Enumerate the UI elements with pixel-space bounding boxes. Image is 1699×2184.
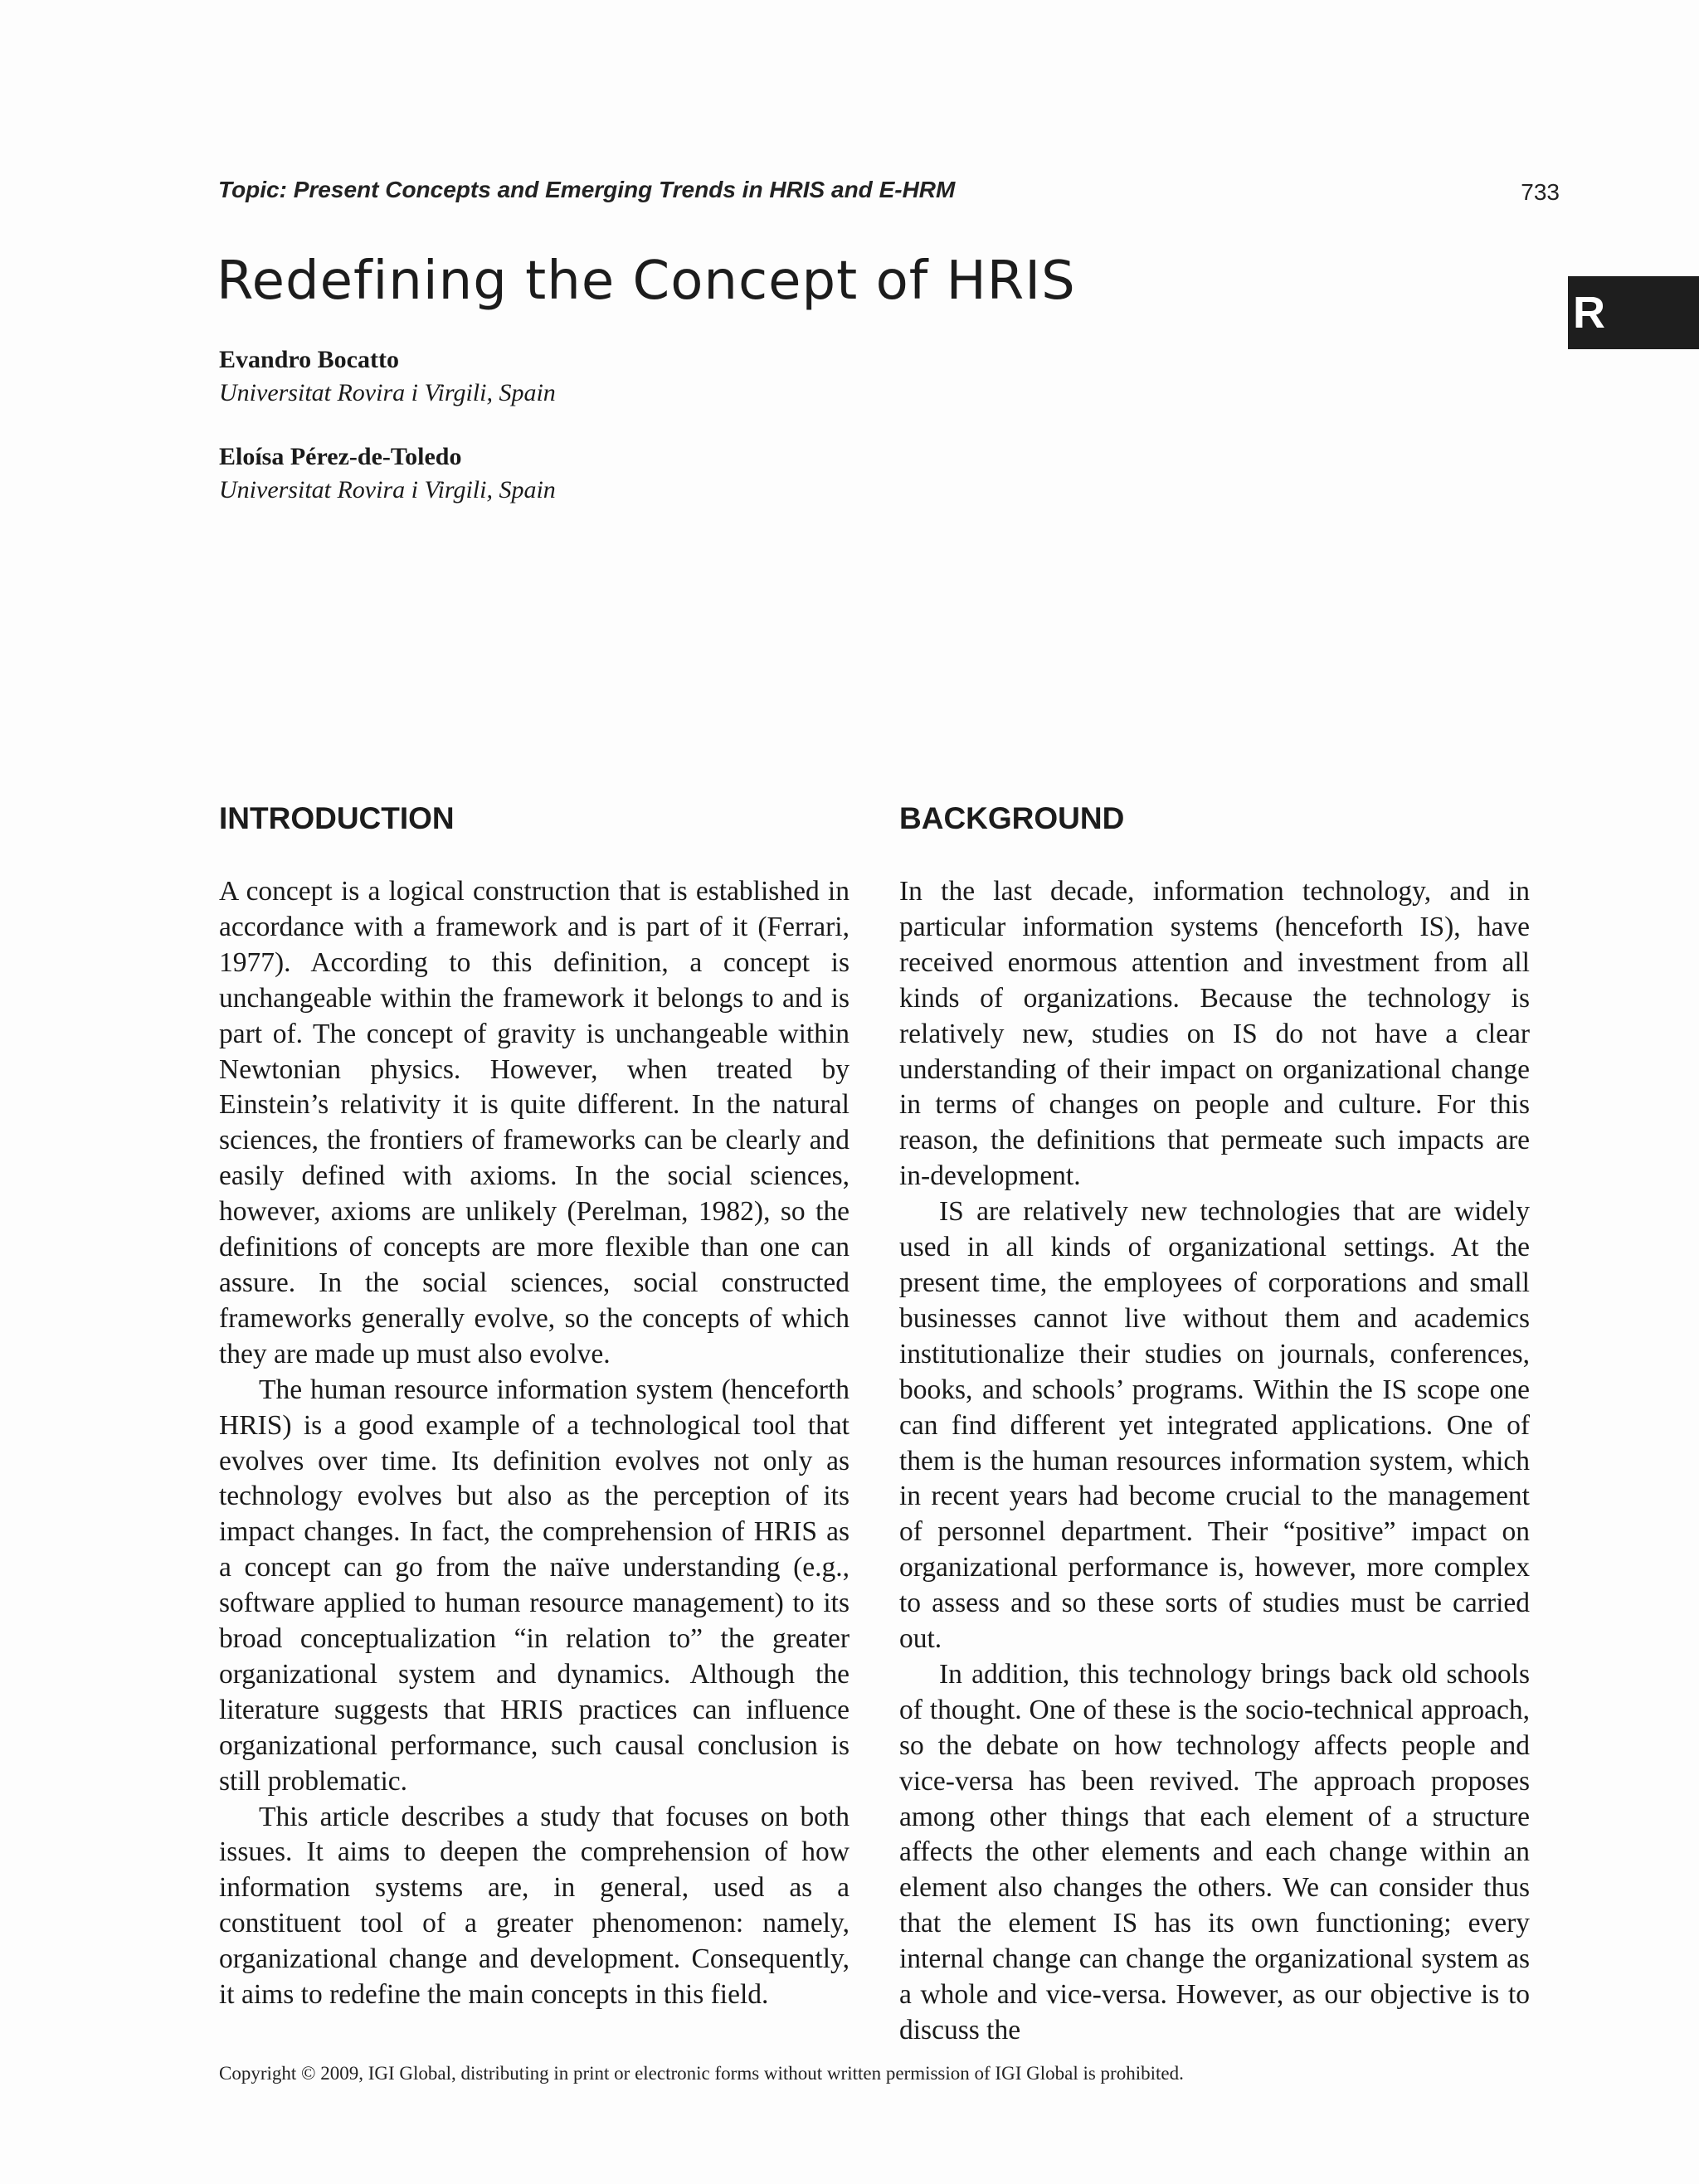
section-tab: R <box>1568 276 1699 349</box>
paragraph: IS are relatively new technologies that are widely used in all kinds of organizational settings. At the present time, the employees of corporations and small businesses cannot live without them and academics institutionalize their studies on journals, conferences, books, and schools’ programs. Within the IS scope one can find different yet integrated applications. One of them is the human resources information system, which in recent years had become crucial to the management of personnel department. Their “positive” impact on organizational performance is, however, more complex to assess and so these sorts of studies must be carried out. <box>899 1196 1530 1655</box>
section-heading: BACKGROUND <box>899 801 1125 835</box>
paragraph: In addition, this technology brings back old schools of thought. One of these is the socio-technical approach, so the debate on how technology affects people and vice-versa has been revived. The approach proposes among other things that each element of a structure affects the other elements and each change within an element also changes the others. We can consider thus that the element IS has its own functioning; every internal change can change the organizational system as a whole and vice-versa. However, as our objective is to discuss the <box>899 1658 1530 2045</box>
page-number: 733 <box>1521 179 1560 205</box>
background-section <box>899 798 1530 2049</box>
paragraph: The human resource information system (henceforth HRIS) is a good example of a technological tool that evolves over time. Its definition evolves not only as technology evolves but also as the perception of its impact changes. In fact, the comprehension of HRIS as a concept can go from the naïve understanding (e.g., software applied to human resource management) to its broad conceptualization “in relation to” the greater organizational system and dynamics. Although the literature suggests that HRIS practices can influence organizational performance, such causal conclusion is still problematic. <box>219 1374 850 1797</box>
paragraph: This article describes a study that focuses on both issues. It aims to deepen the comprehension of how information systems are, in general, used as a constituent tool of a greater phenomenon: namely, organizational change and development. Consequently, it aims to redefine the main concepts in this field. <box>219 1801 850 2011</box>
author-name: Eloísa Pérez-de-Toledo <box>219 443 462 470</box>
paragraph: In the last decade, information technology, and in particular information systems (henceforth IS), have received enormous attention and investment from all kinds of organizations. Because the technology is relatively new, studies on IS do not have a clear understanding of their impact on organizational change in terms of changes on people and culture. For this reason, the definitions that permeate such impacts are in-development. <box>899 876 1530 1192</box>
introduction-section <box>219 798 850 2013</box>
author-affiliation: Universitat Rovira i Virgili, Spain <box>219 476 556 503</box>
author-name: Evandro Bocatto <box>219 346 399 373</box>
article-title: Redefining the Concept of HRIS <box>217 251 1076 312</box>
paragraph: A concept is a logical construction that is established in accordance with a framework and is part of it (Ferrari, 1977). According to this definition, a concept is unchangeable within the framework it belongs to and is part of. The concept of gravity is unchangeable within Newtonian physics. However, when treated by Einstein’s relativity it is quite different. In the natural sciences, the frontiers of frameworks can be clearly and easily defined with axioms. In the social sciences, however, axioms are unlikely (Perelman, 1982), so the definitions of concepts are more flexible than one can assure. In the social sciences, social constructed frameworks generally evolve, so the concepts of which they are made up must also evolve. <box>219 876 850 1369</box>
author-affiliation: Universitat Rovira i Virgili, Spain <box>219 379 556 406</box>
author-block <box>219 343 556 410</box>
topic-header: Topic: Present Concepts and Emerging Trends in HRIS and E-HRM <box>218 177 956 202</box>
copyright-notice: Copyright © 2009, IGI Global, distributing in print or electronic forms without written permission of IGI Global is prohibited. <box>219 2063 1184 2084</box>
section-heading: INTRODUCTION <box>219 801 455 835</box>
author-block <box>219 440 556 507</box>
